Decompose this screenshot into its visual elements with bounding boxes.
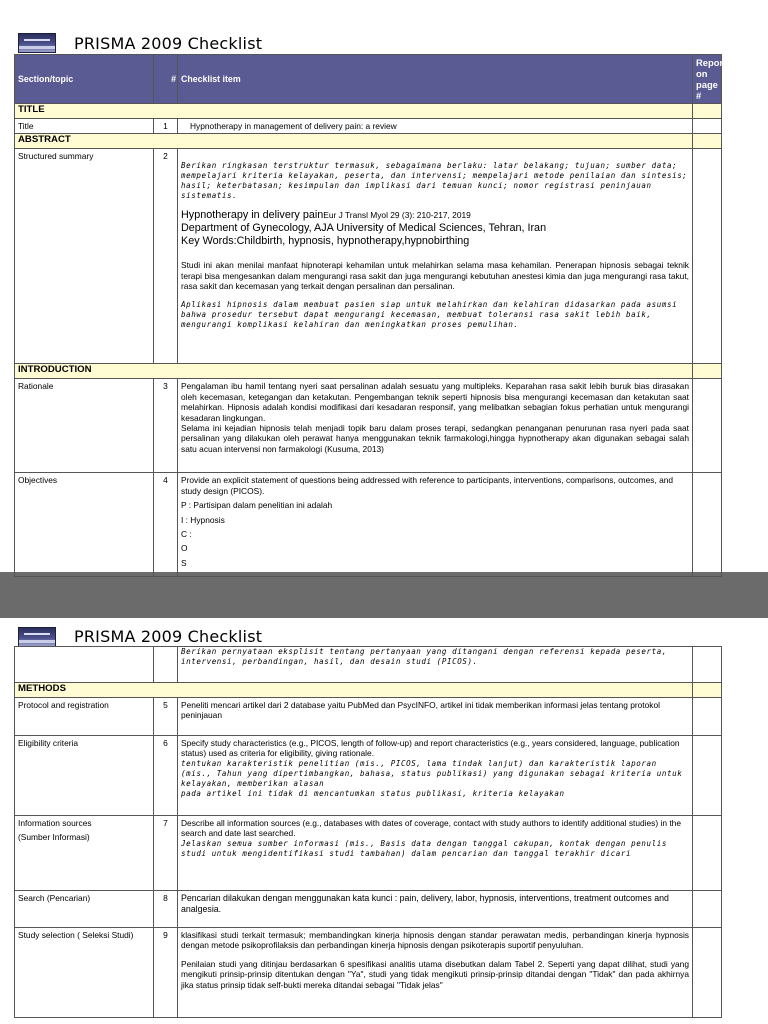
item-cell [178, 647, 693, 683]
selection-paragraph-2: Penilaian studi yang ditinjau berdasarkan 6 spesifikasi analitis utama disebutkan dalam Tabel 2. Seperti yang dapat dilihat, studi yang mengikuti prinsip-prinsip ditentukan dengan "Ya", studi yang tidak mengikuti prinsip-prinsip ditandai dengan "Tidak" dan pada akhirnya jika status prinsip tidak self-bukti mereka ditandai sebagai "Tidak jelas" [181, 958, 689, 990]
prisma-logo-icon [18, 627, 56, 647]
table-row [15, 816, 722, 891]
search-text: Pencarian dilakukan dengan menggunakan kata kunci : pain, delivery, labor, hypnosis, interventions, treatment outcomes and analgesia. [181, 893, 669, 914]
selection-paragraph: klasifikasi studi terkait termasuk; membandingkan kinerja hipnosis dengan standar perawatan medis, perbandingan kinerja hypnosis dengan metode psikoprofilaksis dan perbandingan kinerja hipnosis dengan psikoterapis suportif penyuluhan. [181, 930, 689, 951]
picos-i: I : Hypnosis [181, 514, 225, 525]
article-title-line [181, 209, 689, 222]
reported-cell [693, 928, 722, 1018]
topic-cell: Protocol and registration [15, 698, 154, 736]
item-cell [178, 149, 693, 364]
item-number: 3 [154, 379, 178, 473]
table-row [15, 473, 722, 577]
reported-cell [693, 149, 722, 364]
header-section: Section/topic [15, 55, 154, 104]
section-row-abstract [15, 134, 722, 149]
picos-c: C : [181, 529, 192, 540]
topic-cell: Objectives [15, 473, 154, 577]
item-cell [178, 473, 693, 577]
section-label: TITLE [15, 104, 693, 119]
topic-label: Information sources [18, 818, 92, 828]
section-row-introduction [15, 364, 722, 379]
table-row [15, 379, 722, 473]
page-title: PRISMA 2009 Checklist [74, 627, 263, 646]
checklist-table-continued [14, 646, 722, 1018]
item-number: 8 [154, 891, 178, 928]
summary-paragraph-2: Aplikasi hipnosis dalam membuat pasien siap untuk melahirkan dan kelahiran didasarkan pada asumsi bahwa prosedur tersebut dapat mengurangi kecemasan, membuat toleransi rasa sakit lebih baik, mengurangi komplikasi kelahiran dan meningkatkan proses pemulihan. [181, 299, 678, 329]
picos-p: P : Partisipan dalam penelitian ini adalah [181, 500, 333, 511]
page-title: PRISMA 2009 Checklist [74, 34, 263, 53]
article-affiliation: Department of Gynecology, AJA University of Medical Sciences, Tehran, Iran [181, 222, 547, 235]
prisma-logo-icon [18, 33, 56, 53]
topic-cell: Search (Pencarian) [15, 891, 154, 928]
item-number: 6 [154, 736, 178, 816]
item-cell [178, 928, 693, 1018]
item-cell: Peneliti mencari artikel dari 2 database yaitu PubMed dan PsycINFO, artikel ini tidak memberikan informasi jelas tentang protokol peninjauan [178, 698, 693, 736]
reported-cell [693, 473, 722, 577]
item-cell [178, 816, 693, 891]
summary-paragraph: Studi ini akan menilai manfaat hipnoterapi kehamilan untuk melahirkan selama masa kehamilan. Penerapan hipnosis sebagai teknik terapi bisa mengesankan dalam mengurangi rasa sakit dan juga mengurangi kebutuhan anestesi kimia dan juga mengurangi rasa takut, rasa sakit dan kecemasan yang terkait dengan persalinan dan persalinan. [181, 260, 689, 292]
eligibility-text: Specify study characteristics (e.g., PICOS, length of follow-up) and report characteristics (e.g., years considered, language, publication status) used as criteria for eligibility, giving rationale. [181, 738, 680, 759]
table-row [15, 736, 722, 816]
reported-cell [693, 891, 722, 928]
table-row [15, 119, 722, 134]
table-row [15, 647, 722, 683]
picos-s: S [181, 557, 187, 568]
table-row [15, 698, 722, 736]
reported-cell [693, 736, 722, 816]
item-cell [178, 891, 693, 928]
section-label: ABSTRACT [15, 134, 693, 149]
eligibility-mono-2: pada artikel ini tidak di mencantumkan status publikasi, kriteria kelayakan [181, 788, 565, 798]
topic-label-2: (Sumber Informasi) [18, 832, 90, 843]
header-num: # [154, 55, 178, 104]
article-citation: Eur J Transl Myol 29 (3): 210-217, 2019 [323, 210, 471, 221]
item-cell [178, 379, 693, 473]
checklist-table [14, 54, 738, 577]
checklist-page-2 [0, 618, 768, 1024]
topic-cell: Structured summary [15, 149, 154, 364]
summary-instruction: Berikan ringkasan terstruktur termasuk, sebagaimana berlaku: latar belakang; tujuan; sumber data; mempelajari kriteria kelayakan, peserta, dan intervensi; mempelajari metode penilaian dan sintesis; hasil; keterbatasan; kesimpulan dan implikasi dari temuan kunci; nomor registrasi peninjauan sistematis. [181, 161, 688, 201]
table-row [15, 891, 722, 928]
table-row [15, 928, 722, 1018]
topic-cell [15, 816, 154, 891]
item-number: 9 [154, 928, 178, 1018]
topic-cell: Title [15, 119, 154, 134]
item-number: 2 [154, 149, 178, 364]
item-cell [178, 736, 693, 816]
picos-o: O [181, 543, 188, 554]
item-number: 4 [154, 473, 178, 577]
header-reported: Reported on page # [693, 55, 722, 104]
topic-cell: Rationale [15, 379, 154, 473]
objectives-text: Provide an explicit statement of questions being addressed with reference to participants, interventions, comparisons, outcomes, and study design (PICOS). [181, 475, 674, 496]
reported-cell [693, 119, 722, 134]
reported-cell [693, 379, 722, 473]
reported-cell [693, 698, 722, 736]
item-cell [178, 119, 693, 134]
table-header-row [15, 55, 722, 104]
item-number: 7 [154, 816, 178, 891]
item-number: 5 [154, 698, 178, 736]
title-text: Hypnotherapy in management of delivery pain: a review [190, 121, 397, 131]
info-sources-text: Describe all information sources (e.g., databases with dates of coverage, contact with study authors to identify additional studies) in the search and date last searched. [181, 818, 681, 839]
article-keywords: Key Words:Childbirth, hypnosis, hypnotherapy,hypnobirthing [181, 235, 470, 248]
article-title: Hypnotherapy in delivery pain [181, 209, 324, 222]
item-number: 1 [154, 119, 178, 134]
topic-cell: Study selection ( Seleksi Studi) [15, 928, 154, 1018]
rationale-paragraph-2: Selama ini kejadian hipnosis telah menjadi topik baru dalam proses terapi, sedangkan penanganan penurunan rasa nyeri pada saat persalinan yang dilakukan oleh perawat hanya menggunakan teknik farmakologi,hingga hypnotherapy akan digunakan sebagai salah satu acuan intervensi non farmakologi (Kusuma, 2013) [181, 423, 689, 454]
continued-text: Berikan pernyataan eksplisit tentang pertanyaan yang ditangani dengan referensi kepada peserta, intervensi, perbandingan, hasil, dan desain studi (PICOS). [181, 647, 667, 666]
header-item: Checklist item [178, 55, 693, 104]
info-sources-mono: Jelaskan semua sumber informasi (mis., Basis data dengan tanggal cakupan, kontak dengan penulis studi untuk mengidentifikasi studi tambahan) dalam pencarian dan tanggal terakhir dicari [181, 838, 667, 858]
section-row-title [15, 104, 722, 119]
reported-cell [693, 816, 722, 891]
topic-cell: Eligibility criteria [15, 736, 154, 816]
section-label: METHODS [15, 683, 693, 698]
section-row-methods [15, 683, 722, 698]
section-label: INTRODUCTION [15, 364, 693, 379]
rationale-paragraph: Pengalaman ibu hamil tentang nyeri saat persalinan adalah sesuatu yang multipleks. Keparahan rasa sakit lebih buruk bias dirasakan oleh kecemasan, ketegangan dan ketakutan. Pengembangan teknik seperti hipnosis bisa mengurangi kecemasan dan ketakutan saat melahirkan. Hipnosis adalah kondisi modifikasi dari kesadaran responsif, yang melibatkan sebagian fokus perhatian untuk mengurangi kesadaran lingkungan. [181, 381, 689, 423]
eligibility-mono: tentukan karakteristik penelitian (mis., PICOS, lama tindak lanjut) dan karakteristik laporan (mis., Tahun yang dipertimbangkan, bahasa, status publikasi) yang digunakan sebagai kriteria untuk kelayakan, memberikan alasan [181, 758, 683, 788]
table-row [15, 149, 722, 364]
